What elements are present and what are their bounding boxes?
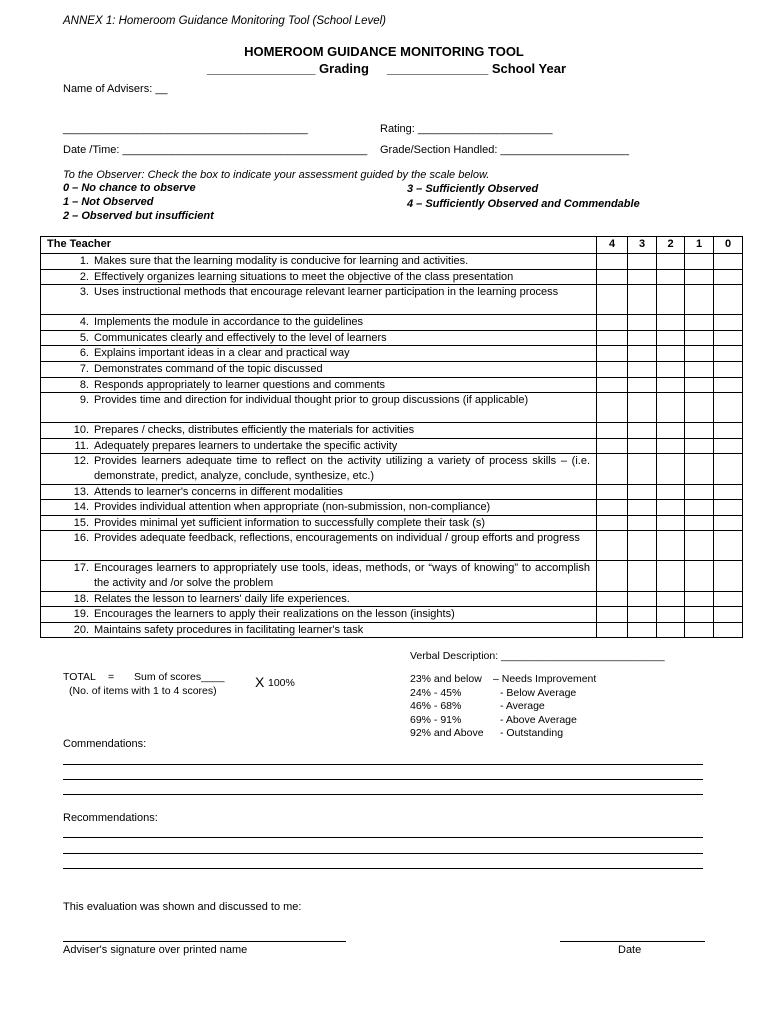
score-checkbox-1[interactable] xyxy=(685,500,714,516)
table-row xyxy=(41,561,743,591)
criterion-text: Prepares / checks, distributes efficiently the materials for activities xyxy=(94,424,415,437)
criterion-text: Provides adequate feedback, reflections, encouragements on individual / group efforts and progress xyxy=(94,532,580,545)
criterion-cell xyxy=(41,361,597,377)
score-checkbox-3[interactable] xyxy=(628,607,657,623)
criterion-text: Encourages the learners to apply their realizations on the lesson (insights) xyxy=(94,608,455,621)
score-checkbox-1[interactable] xyxy=(685,622,714,638)
score-checkbox-3[interactable] xyxy=(628,484,657,500)
score-checkbox-2[interactable] xyxy=(657,361,685,377)
score-checkbox-2[interactable] xyxy=(657,622,685,638)
score-checkbox-3[interactable] xyxy=(628,500,657,516)
score-checkbox-0[interactable] xyxy=(714,454,743,484)
multiply-sign: X xyxy=(255,674,265,690)
score-checkbox-0[interactable] xyxy=(714,607,743,623)
column-header: 4 xyxy=(597,237,628,254)
score-checkbox-1[interactable] xyxy=(685,454,714,484)
table-row xyxy=(41,285,743,315)
score-checkbox-0[interactable] xyxy=(714,377,743,393)
score-checkbox-0[interactable] xyxy=(714,361,743,377)
criterion-cell xyxy=(41,393,597,423)
shown-discussed-text: This evaluation was shown and discussed to me: xyxy=(63,901,302,913)
range-description: - Outstanding xyxy=(500,727,564,739)
score-checkbox-4[interactable] xyxy=(597,254,628,270)
commendations-line[interactable] xyxy=(63,794,703,795)
score-checkbox-3[interactable] xyxy=(628,361,657,377)
sum-of-scores: Sum of scores____ xyxy=(134,671,225,683)
grade-section-field[interactable]: Grade/Section Handled: _____________________ xyxy=(380,144,629,156)
criterion-number: 11. xyxy=(74,439,89,452)
evaluation-rows xyxy=(41,254,743,638)
criterion-number: 14. xyxy=(73,501,89,514)
recommendations-label: Recommendations: xyxy=(63,812,158,824)
range-description: - Average xyxy=(500,700,545,712)
score-checkbox-0[interactable] xyxy=(714,254,743,270)
criterion-text: Encourages learners to appropriately use tools, ideas, methods, or “ways of knowing” to accomplish the activity and /or solve the problem xyxy=(94,562,590,589)
criterion-text: Provides time and direction for individual thought prior to group discussions (if applicable) xyxy=(94,394,529,407)
score-checkbox-2[interactable] xyxy=(657,377,685,393)
criterion-number: 8. xyxy=(79,378,89,391)
advisers-field[interactable]: Name of Advisers: __ xyxy=(63,83,168,95)
score-checkbox-0[interactable] xyxy=(714,285,743,315)
score-checkbox-4[interactable] xyxy=(597,454,628,484)
score-checkbox-3[interactable] xyxy=(628,454,657,484)
commendations-line[interactable] xyxy=(63,764,703,765)
table-row xyxy=(41,315,743,331)
score-checkbox-4[interactable] xyxy=(597,393,628,423)
score-checkbox-2[interactable] xyxy=(657,531,685,561)
criterion-text: Makes sure that the learning modality is conducive for learning and activities. xyxy=(94,255,469,267)
score-checkbox-4[interactable] xyxy=(597,377,628,393)
criterion-number: 19. xyxy=(73,608,89,621)
score-checkbox-4[interactable] xyxy=(597,269,628,285)
score-checkbox-1[interactable] xyxy=(685,607,714,623)
scale-2: 2 – Observed but insufficient xyxy=(63,210,214,222)
criterion-text: Attends to learner's concerns in different modalities xyxy=(94,485,343,498)
score-checkbox-1[interactable] xyxy=(685,561,714,591)
table-row xyxy=(41,500,743,516)
criterion-cell xyxy=(41,561,597,591)
score-checkbox-4[interactable] xyxy=(597,531,628,561)
criterion-text: Maintains safety procedures in facilitating learner's task xyxy=(94,623,364,636)
score-checkbox-3[interactable] xyxy=(628,330,657,346)
scale-3: 3 – Sufficiently Observed xyxy=(407,183,539,195)
verbal-description-field[interactable]: Verbal Description: ____________________________ xyxy=(410,650,665,662)
score-checkbox-2[interactable] xyxy=(657,561,685,591)
range-value: 24% - 45% xyxy=(410,686,462,699)
adviser-signature-line[interactable] xyxy=(63,941,346,942)
score-checkbox-2[interactable] xyxy=(657,269,685,285)
score-checkbox-1[interactable] xyxy=(685,591,714,607)
criterion-cell xyxy=(41,531,597,561)
score-checkbox-3[interactable] xyxy=(628,393,657,423)
percent-value: 100% xyxy=(268,677,295,689)
criterion-number: 7. xyxy=(79,362,89,375)
table-row xyxy=(41,607,743,623)
score-checkbox-2[interactable] xyxy=(657,591,685,607)
criterion-cell xyxy=(41,454,597,484)
range-value: 23% and below xyxy=(410,673,482,685)
score-checkbox-4[interactable] xyxy=(597,484,628,500)
date-time-field[interactable]: Date /Time: ________________________________________ xyxy=(63,144,368,156)
criterion-number: 17. xyxy=(73,562,89,575)
criterion-number: 15. xyxy=(73,516,89,529)
score-checkbox-4[interactable] xyxy=(597,591,628,607)
score-checkbox-1[interactable] xyxy=(685,254,714,270)
column-header: 0 xyxy=(714,237,743,254)
score-checkbox-2[interactable] xyxy=(657,330,685,346)
table-row xyxy=(41,377,743,393)
recommendations-line[interactable] xyxy=(63,853,703,854)
table-row xyxy=(41,346,743,362)
score-checkbox-1[interactable] xyxy=(685,423,714,439)
commendations-line[interactable] xyxy=(63,779,703,780)
column-header: 1 xyxy=(685,237,714,254)
column-header: 2 xyxy=(657,237,685,254)
score-checkbox-2[interactable] xyxy=(657,500,685,516)
table-row xyxy=(41,423,743,439)
score-checkbox-0[interactable] xyxy=(714,500,743,516)
criterion-text: Adequately prepares learners to undertake the specific activity xyxy=(94,439,398,452)
commendations-label: Commendations: xyxy=(63,738,147,750)
score-checkbox-4[interactable] xyxy=(597,285,628,315)
score-checkbox-1[interactable] xyxy=(685,346,714,362)
score-checkbox-0[interactable] xyxy=(714,622,743,638)
rating-field[interactable]: Rating: ______________________ xyxy=(380,123,553,135)
recommendations-line[interactable] xyxy=(63,868,703,869)
score-checkbox-3[interactable] xyxy=(628,285,657,315)
score-checkbox-4[interactable] xyxy=(597,500,628,516)
date-line[interactable] xyxy=(560,941,705,942)
score-checkbox-3[interactable] xyxy=(628,531,657,561)
score-checkbox-4[interactable] xyxy=(597,315,628,331)
score-checkbox-3[interactable] xyxy=(628,315,657,331)
table-row xyxy=(41,269,743,285)
score-checkbox-0[interactable] xyxy=(714,423,743,439)
criterion-number: 1. xyxy=(79,255,89,267)
score-checkbox-0[interactable] xyxy=(714,438,743,454)
score-checkbox-2[interactable] xyxy=(657,393,685,423)
score-checkbox-0[interactable] xyxy=(714,561,743,591)
form-title: HOMEROOM GUIDANCE MONITORING TOOL xyxy=(244,44,524,59)
score-checkbox-4[interactable] xyxy=(597,607,628,623)
recommendations-line[interactable] xyxy=(63,837,703,838)
table-row xyxy=(41,361,743,377)
score-checkbox-0[interactable] xyxy=(714,484,743,500)
school-year-label: ______________ School Year xyxy=(387,61,567,76)
adviser-signature-label: Adviser's signature over printed name xyxy=(63,944,248,956)
score-checkbox-1[interactable] xyxy=(685,515,714,531)
criterion-cell xyxy=(41,500,597,516)
score-checkbox-0[interactable] xyxy=(714,315,743,331)
score-checkbox-3[interactable] xyxy=(628,346,657,362)
score-checkbox-1[interactable] xyxy=(685,484,714,500)
criterion-number: 10. xyxy=(73,424,89,437)
range-value: 69% - 91% xyxy=(410,713,462,726)
score-checkbox-1[interactable] xyxy=(685,285,714,315)
teacher-heading: The Teacher xyxy=(41,237,597,254)
scale-0: 0 – No chance to observe xyxy=(63,182,196,194)
observer-instructions: To the Observer: Check the box to indicate your assessment guided by the scale below. xyxy=(63,169,490,181)
score-checkbox-3[interactable] xyxy=(628,269,657,285)
table-row xyxy=(41,454,743,484)
score-checkbox-3[interactable] xyxy=(628,622,657,638)
table-row xyxy=(41,531,743,561)
table-row xyxy=(41,254,743,270)
annex-title: ANNEX 1: Homeroom Guidance Monitoring Tool (School Level) xyxy=(63,15,387,27)
criterion-cell xyxy=(41,622,597,638)
score-checkbox-2[interactable] xyxy=(657,607,685,623)
score-checkbox-2[interactable] xyxy=(657,346,685,362)
criterion-text: Communicates clearly and effectively to the level of learners xyxy=(94,331,387,344)
criterion-number: 9. xyxy=(79,394,89,407)
total-label: TOTAL xyxy=(63,671,96,683)
table-row xyxy=(41,330,743,346)
score-checkbox-2[interactable] xyxy=(657,454,685,484)
score-checkbox-4[interactable] xyxy=(597,346,628,362)
score-checkbox-2[interactable] xyxy=(657,515,685,531)
criterion-text: Relates the lesson to learners' daily life experiences. xyxy=(94,592,350,605)
score-checkbox-2[interactable] xyxy=(657,254,685,270)
criterion-text: Provides individual attention when appropriate (non-submission, non-compliance) xyxy=(94,501,491,514)
scale-1: 1 – Not Observed xyxy=(63,196,154,208)
score-checkbox-1[interactable] xyxy=(685,438,714,454)
criterion-cell xyxy=(41,438,597,454)
range-description: – Needs Improvement xyxy=(493,673,597,685)
score-checkbox-0[interactable] xyxy=(714,346,743,362)
score-checkbox-3[interactable] xyxy=(628,377,657,393)
score-checkbox-4[interactable] xyxy=(597,515,628,531)
criterion-number: 16. xyxy=(73,532,89,545)
score-checkbox-0[interactable] xyxy=(714,531,743,561)
score-checkbox-4[interactable] xyxy=(597,361,628,377)
criterion-text: Uses instructional methods that encourage relevant learner participation in the learning process xyxy=(94,286,559,299)
table-row xyxy=(41,393,743,423)
score-checkbox-4[interactable] xyxy=(597,438,628,454)
table-row xyxy=(41,484,743,500)
score-checkbox-1[interactable] xyxy=(685,269,714,285)
criterion-cell xyxy=(41,591,597,607)
score-checkbox-0[interactable] xyxy=(714,393,743,423)
score-checkbox-4[interactable] xyxy=(597,622,628,638)
score-checkbox-3[interactable] xyxy=(628,561,657,591)
criterion-number: 13. xyxy=(73,485,89,498)
score-checkbox-1[interactable] xyxy=(685,377,714,393)
criterion-number: 5. xyxy=(79,331,89,344)
table-row xyxy=(41,622,743,638)
score-checkbox-3[interactable] xyxy=(628,591,657,607)
score-checkbox-3[interactable] xyxy=(628,254,657,270)
score-checkbox-4[interactable] xyxy=(597,423,628,439)
criterion-cell xyxy=(41,484,597,500)
score-checkbox-1[interactable] xyxy=(685,361,714,377)
score-checkbox-2[interactable] xyxy=(657,315,685,331)
score-checkbox-2[interactable] xyxy=(657,438,685,454)
score-checkbox-0[interactable] xyxy=(714,269,743,285)
score-checkbox-1[interactable] xyxy=(685,330,714,346)
criterion-number: 20. xyxy=(73,623,89,636)
criterion-cell xyxy=(41,315,597,331)
score-checkbox-1[interactable] xyxy=(685,393,714,423)
criterion-cell xyxy=(41,269,597,285)
table-row xyxy=(41,515,743,531)
score-checkbox-3[interactable] xyxy=(628,515,657,531)
criterion-text: Explains important ideas in a clear and practical way xyxy=(94,347,350,360)
score-checkbox-2[interactable] xyxy=(657,423,685,439)
criterion-number: 12. xyxy=(73,455,89,468)
range-description: - Below Average xyxy=(500,686,577,699)
criterion-text: Provides minimal yet sufficient information to successfully complete their task (s) xyxy=(94,516,486,529)
criterion-text: Responds appropriately to learner questions and comments xyxy=(94,378,386,391)
criterion-cell xyxy=(41,515,597,531)
criterion-text: Effectively organizes learning situations to meet the objective of the class presentation xyxy=(94,270,514,283)
score-checkbox-4[interactable] xyxy=(597,330,628,346)
equals-sign: = xyxy=(108,671,115,683)
table-row xyxy=(41,591,743,607)
criterion-cell xyxy=(41,285,597,315)
score-checkbox-0[interactable] xyxy=(714,330,743,346)
teacher-evaluation-table xyxy=(40,236,743,638)
score-checkbox-1[interactable] xyxy=(685,531,714,561)
advisers-line[interactable]: ________________________________________ xyxy=(63,123,308,135)
score-checkbox-3[interactable] xyxy=(628,438,657,454)
range-value: 46% - 68% xyxy=(410,700,462,712)
criterion-text: Implements the module in accordance to the guidelines xyxy=(94,316,364,329)
items-note: (No. of items with 1 to 4 scores) xyxy=(69,685,217,697)
criterion-number: 4. xyxy=(79,316,89,329)
criterion-cell xyxy=(41,346,597,362)
criterion-number: 2. xyxy=(79,270,89,283)
score-checkbox-3[interactable] xyxy=(628,423,657,439)
criterion-cell xyxy=(41,254,597,270)
score-checkbox-2[interactable] xyxy=(657,285,685,315)
column-header: 3 xyxy=(628,237,657,254)
range-description: - Above Average xyxy=(500,713,577,726)
criterion-text: Demonstrates command of the topic discussed xyxy=(94,362,323,375)
criterion-number: 18. xyxy=(73,592,89,605)
score-checkbox-0[interactable] xyxy=(714,591,743,607)
criterion-cell xyxy=(41,330,597,346)
score-checkbox-2[interactable] xyxy=(657,484,685,500)
score-checkbox-4[interactable] xyxy=(597,561,628,591)
date-label: Date xyxy=(618,944,642,956)
table-row xyxy=(41,438,743,454)
score-checkbox-1[interactable] xyxy=(685,315,714,331)
criterion-number: 3. xyxy=(79,286,89,299)
criterion-cell xyxy=(41,377,597,393)
score-checkbox-0[interactable] xyxy=(714,515,743,531)
scale-4: 4 – Sufficiently Observed and Commendable xyxy=(407,198,640,210)
grading-label: _______________ Grading xyxy=(207,61,369,76)
criterion-cell xyxy=(41,423,597,439)
criterion-number: 6. xyxy=(79,347,89,360)
criterion-cell xyxy=(41,607,597,623)
range-value: 92% and Above xyxy=(410,727,484,739)
criterion-text: Provides learners adequate time to reflect on the activity utilizing a variety of process skills – (i.e. demonstrate, predict, analyze, conclude, synthesize, etc.) xyxy=(94,455,590,482)
